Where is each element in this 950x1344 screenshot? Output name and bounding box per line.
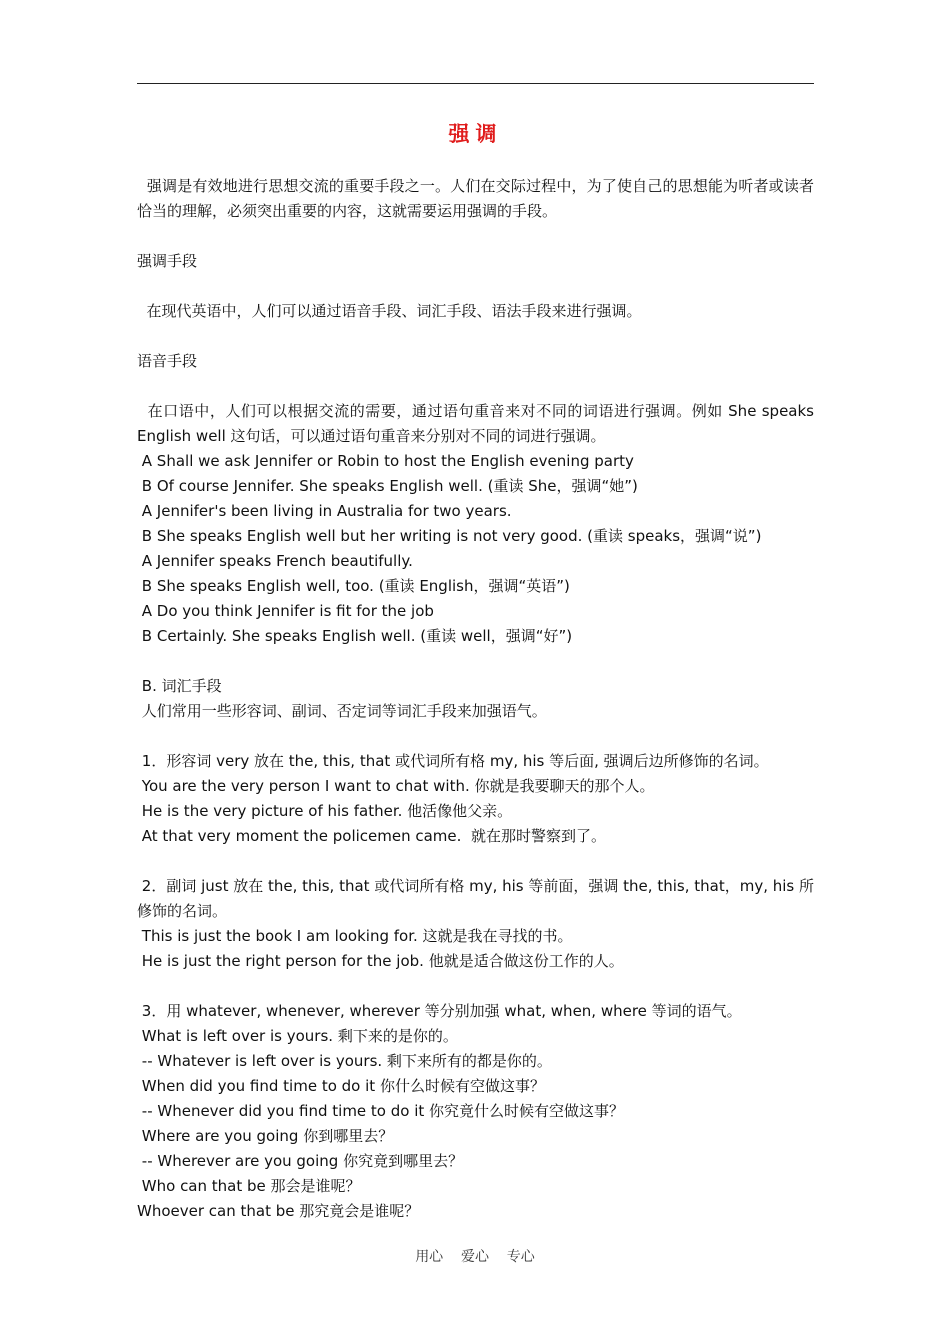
- paragraph: Whoever can that be 那究竟会是谁呢？: [137, 1202, 420, 1220]
- paragraph: -- Whenever did you find time to do it 你究竟什么时候有空做这事？: [137, 1102, 625, 1120]
- paragraph: B. 词汇手段: [137, 677, 222, 695]
- paragraph: B Certainly. She speaks English well. (重读 well，强调“好”): [137, 627, 573, 645]
- blank-line: [137, 724, 814, 749]
- paragraph: A Jennifer's been living in Australia for two years.: [137, 502, 512, 520]
- document-body: [137, 174, 819, 1224]
- paragraph: B She speaks English well, too. (重读 English，强调“英语”): [137, 577, 570, 595]
- paragraph: This is just the book I am looking for. 这就是我在寻找的书。: [137, 927, 573, 945]
- paragraph: 强调是有效地进行思想交流的重要手段之一。人们在交际过程中，为了使自己的思想能为听者或读者恰当的理解，必须突出重要的内容，这就需要运用强调的手段。: [137, 177, 814, 220]
- blank-line: [137, 374, 814, 399]
- blank-line: [137, 974, 814, 999]
- paragraph: What is left over is yours. 剩下来的是你的。: [137, 1027, 458, 1045]
- paragraph: He is the very picture of his father. 他活像他父亲。: [137, 802, 513, 820]
- paragraph: When did you find time to do it 你什么时候有空做这事？: [137, 1077, 545, 1095]
- paragraph: 2．副词 just 放在 the, this, that 或代词所有格 my, his 等前面，强调 the, this, that，my, his 所修饰的名词。: [137, 877, 814, 920]
- paragraph: A Jennifer speaks French beautifully.: [137, 552, 413, 570]
- page-footer: 用心 爱心 专心: [415, 1249, 535, 1265]
- paragraph: He is just the right person for the job. 他就是适合做这份工作的人。: [137, 952, 624, 970]
- blank-line: [137, 224, 814, 249]
- blank-line: [137, 649, 814, 674]
- paragraph: 强调手段: [137, 252, 198, 270]
- blank-line: [137, 324, 814, 349]
- paragraph: A Shall we ask Jennifer or Robin to host the English evening party: [137, 452, 634, 470]
- paragraph: Where are you going 你到哪里去？: [137, 1127, 394, 1145]
- blank-line: [137, 849, 814, 874]
- paragraph: 3．用 whatever, whenever, wherever 等分别加强 what, when, where 等词的语气。: [137, 1002, 742, 1020]
- blank-line: [137, 274, 814, 299]
- paragraph: You are the very person I want to chat with. 你就是我要聊天的那个人。: [137, 777, 655, 795]
- paragraph: 1．形容词 very 放在 the, this, that 或代词所有格 my, his 等后面, 强调后边所修饰的名词。: [137, 752, 769, 770]
- paragraph: -- Wherever are you going 你究竟到哪里去？: [137, 1152, 464, 1170]
- paragraph: 在现代英语中，人们可以通过语音手段、词汇手段、语法手段来进行强调。: [137, 302, 642, 320]
- paragraph: 在口语中，人们可以根据交流的需要，通过语句重音来对不同的词语进行强调。例如 She speaks English well 这句话，可以通过语句重音来分别对不同的词进行强调。: [137, 402, 819, 445]
- header-rule: [137, 83, 814, 84]
- paragraph: B Of course Jennifer. She speaks English well. (重读 She，强调“她”): [137, 477, 638, 495]
- paragraph: Who can that be 那会是谁呢？: [137, 1177, 361, 1195]
- paragraph: 人们常用一些形容词、副词、否定词等词汇手段来加强语气。: [137, 702, 547, 720]
- paragraph: B She speaks English well but her writing is not very good. (重读 speaks，强调“说”): [137, 527, 762, 545]
- paragraph: A Do you think Jennifer is fit for the job: [137, 602, 434, 620]
- paragraph: At that very moment the policemen came. 就在那时警察到了。: [137, 827, 606, 845]
- page-title: 强调: [448, 121, 503, 146]
- paragraph: -- Whatever is left over is yours. 剩下来所有的都是你的。: [137, 1052, 552, 1070]
- paragraph: 语音手段: [137, 352, 198, 370]
